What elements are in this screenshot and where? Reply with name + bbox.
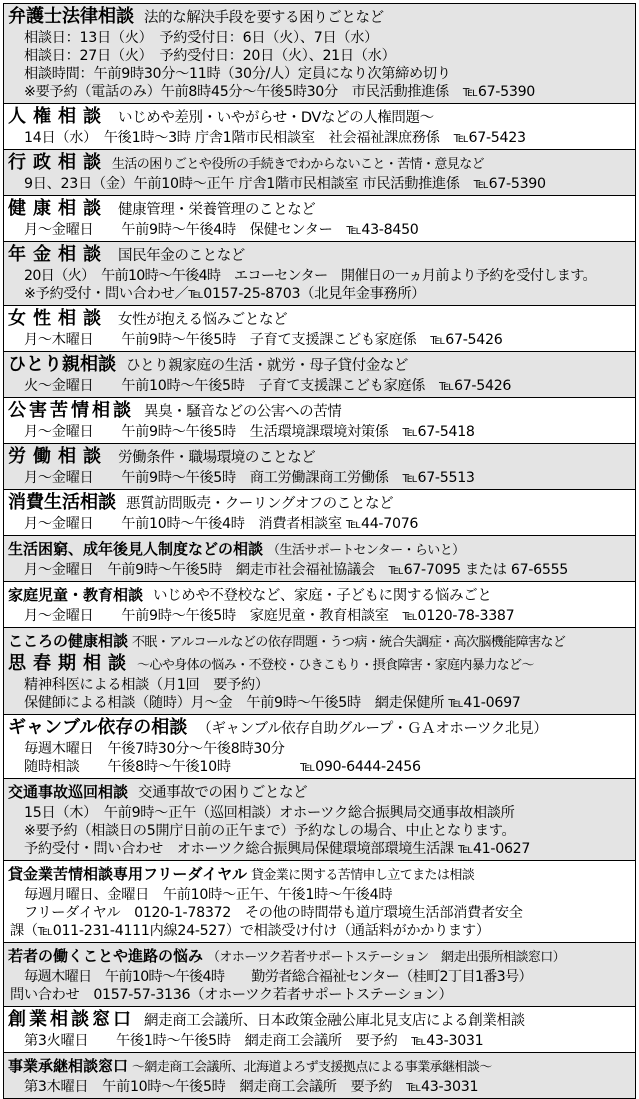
section-subtitle: 思春期相談: [8, 653, 133, 674]
detail-line: 9日、23日（金）午前10時～正午 庁舎1階市民相談室 市民活動推進係 ℡67-5390: [24, 176, 546, 192]
section-desc: 女性が抱える悩みごとなど: [118, 312, 288, 328]
section-title: 弁護士法律相談: [8, 6, 134, 27]
detail-line: 精神科医による相談（月1回 要予約）: [24, 677, 269, 693]
section-title: 家庭児童・教育相談: [8, 586, 144, 604]
section-desc: 網走商工会議所、日本政策金融公庫北見支店による創業相談: [144, 1013, 525, 1029]
detail-line: 保健師による相談（随時）月～金 午前9時～午後5時 網走保健所 ℡41-0697: [24, 695, 521, 711]
section-title: こころの健康相談: [8, 632, 129, 650]
detail-line: 問い合わせ 0157-57-3136（オホーツク若者サポートステーション）: [10, 987, 453, 1003]
detail-line: ※予約受付・問い合わせ／℡0157-25-8703（北見年金事務所）: [24, 286, 426, 302]
section-desc: 不眠・アルコールなどの依存問題・うつ病・統合失調症・高次脳機能障害など: [132, 635, 566, 650]
section-lawyer: [4, 4, 635, 104]
section-health: [4, 196, 635, 242]
section-single-parent: [4, 352, 635, 398]
section-title: 人権相談: [8, 106, 108, 127]
detail-line: 月～金曜日 午前9時～午後5時 商工労働課商工労働係 ℡67-5513: [24, 470, 475, 486]
section-title: 生活困窮、成年後見人制度などの相談: [8, 540, 264, 558]
detail-line: 火～金曜日 午前10時～午後5時 子育て支援課こども家庭係 ℡67-5426: [24, 378, 512, 394]
section-desc: ～網走商工会議所、北海道よろず支援拠点による事業承継相談～: [132, 1060, 492, 1075]
section-desc: 貸金業に関する苦情申し立てまたは相談: [250, 868, 475, 883]
section-traffic-accident: [4, 779, 635, 861]
section-desc: 悪質訪問販売・クーリングオフのことなど: [126, 496, 394, 512]
section-gambling: [4, 715, 635, 779]
section-title: 創業相談窓口: [8, 1009, 134, 1030]
detail-line: 第3火曜日 午後1時～午後5時 網走商工会議所 要予約 ℡43-3031: [24, 1033, 484, 1049]
detail-line: 毎週木曜日 午後7時30分～午後8時30分: [24, 741, 285, 757]
section-pension: [4, 242, 635, 306]
section-desc: ひとり親家庭の生活・就労・母子貸付金など: [126, 358, 408, 374]
detail-line: ※要予約（相談日の5開庁日前の正午まで）予約なしの場合、中止となります。: [24, 823, 516, 839]
section-title: 貸金業苦情相談専用フリーダイヤル: [8, 865, 247, 883]
section-title: 事業承継相談窓口: [8, 1057, 129, 1075]
detail-line: 20日（火） 午前10時～午後4時 エコーセンター 開催日の一ヵ月前より予約を受付します。: [24, 268, 597, 284]
detail-line: 随時相談 午後8時～午後10時 ℡090-6444-2456: [24, 759, 421, 775]
section-desc: いじめや差別・いやがらせ・DVなどの人権問題～: [118, 110, 434, 126]
section-desc: 国民年金のことなど: [118, 248, 245, 264]
detail-line: 予約受付・問い合わせ オホーツク総合振興局保健環境部環境生活課 ℡41-0627: [24, 841, 531, 857]
section-administrative: [4, 150, 635, 196]
section-pollution: [4, 398, 635, 444]
detail-line: 月～金曜日 午前9時～午後5時 家庭児童・教育相談室 ℡0120-78-3387: [24, 608, 515, 624]
section-title: 女性相談: [8, 308, 108, 329]
section-desc: 交通事故での困りごとなど: [138, 785, 308, 801]
detail-line: 月～金曜日 午前9時～午後4時 保健センター ℡43-8450: [24, 222, 419, 238]
detail-line: 相談時間：午前9時30分～11時（30分/人）定員になり次第締め切り: [24, 66, 451, 82]
section-title: 労働相談: [8, 446, 108, 467]
section-desc: いじめや不登校など、家庭・子どもに関する悩みごと: [153, 588, 492, 604]
section-title: 若者の働くことや進路の悩み: [8, 947, 204, 965]
section-human-rights: [4, 104, 635, 150]
detail-line: 相談日：27日（火） 予約受付日：20日（火）、21日（水）: [24, 48, 396, 64]
section-desc: 健康管理・栄養管理のことなど: [118, 202, 316, 218]
section-desc: 労働条件・職場環境のことなど: [118, 450, 316, 466]
section-desc: （生活サポートセンター・らいと）: [267, 543, 465, 558]
detail-line: 月～金曜日 午前10時～午後4時 消費者相談室 ℡44-7076: [24, 516, 419, 532]
section-consumer: [4, 490, 635, 536]
detail-line: 月～金曜日 午前9時～午後5時 生活環境課環境対策係 ℡67-5418: [24, 424, 475, 440]
section-living-support: [4, 536, 635, 582]
detail-line: 相談日：13日（火） 予約受付日：6日（火）、7日（水）: [24, 30, 379, 46]
section-family-education: [4, 582, 635, 628]
section-youth-work: [4, 943, 635, 1007]
section-moneylending: [4, 861, 635, 943]
detail-line: 第3木曜日 午前10時～午後5時 網走商工会議所 要予約 ℡43-3031: [24, 1079, 479, 1095]
section-title: ひとり親相談: [8, 354, 116, 375]
consultation-schedule: [3, 3, 636, 1099]
section-labor: [4, 444, 635, 490]
section-title: 消費生活相談: [8, 492, 116, 513]
section-business-succession: [4, 1053, 635, 1098]
section-women: [4, 306, 635, 352]
section-desc: 生活の困りごとや役所の手続きでわからないこと・苦情・意見など: [112, 157, 485, 172]
section-desc: （オホーツク若者サポートステーション 網走出張所相談窓口）: [207, 950, 566, 965]
section-title: 交通事故巡回相談: [8, 783, 129, 801]
detail-line: 毎週木曜日 午前10時～午後4時 勤労者総合福祉センター（桂町2丁目1番3号）: [24, 969, 532, 985]
detail-line: 月～金曜日 午前9時～午後5時 網走市社会福祉協議会 ℡67-7095 または 67-6555: [24, 562, 569, 578]
section-title: 健康相談: [8, 198, 108, 219]
section-desc: 異臭・騒音などの公害への苦情: [144, 404, 342, 420]
detail-line: ※要予約（電話のみ）午前8時45分～午後5時30分 市民活動推進係 ℡67-5390: [24, 84, 536, 100]
detail-line: 15日（木） 午前9時～正午（巡回相談）オホーツク総合振興局交通事故相談所: [24, 805, 515, 821]
section-title: 公害苦情相談: [8, 400, 134, 421]
detail-line: 月～木曜日 午前9時～午後5時 子育て支援課こども家庭係 ℡67-5426: [24, 332, 503, 348]
section-title: ギャンブル依存の相談: [8, 717, 188, 738]
section-title: 行政相談: [8, 152, 108, 173]
detail-line: 14日（水） 午後1時～3時 庁舎1階市民相談室 社会福祉課庶務係 ℡67-5423: [24, 130, 526, 146]
section-desc: （ギャンブル依存自助グループ・ＧＡオホーツク北見）: [197, 721, 548, 737]
section-desc: ～心や身体の悩み・不登校・ひきこもり・摂食障害・家庭内暴力など～: [137, 658, 534, 673]
detail-line: 課（℡011-231-4111内線24-527）で相談受け付け（通話料がかかります）: [10, 923, 490, 939]
section-desc: 法的な解決手段を要する困りごとなど: [144, 10, 384, 26]
section-startup: [4, 1007, 635, 1053]
section-title: 年金相談: [8, 244, 108, 265]
detail-line: 毎週月曜日、金曜日 午前10時～正午、午後1時～午後4時: [24, 887, 393, 903]
section-mental-health: [4, 628, 635, 715]
detail-line: フリーダイヤル 0120-1-78372 その他の時間帯も道庁環境生活部消費者安全: [24, 905, 523, 921]
